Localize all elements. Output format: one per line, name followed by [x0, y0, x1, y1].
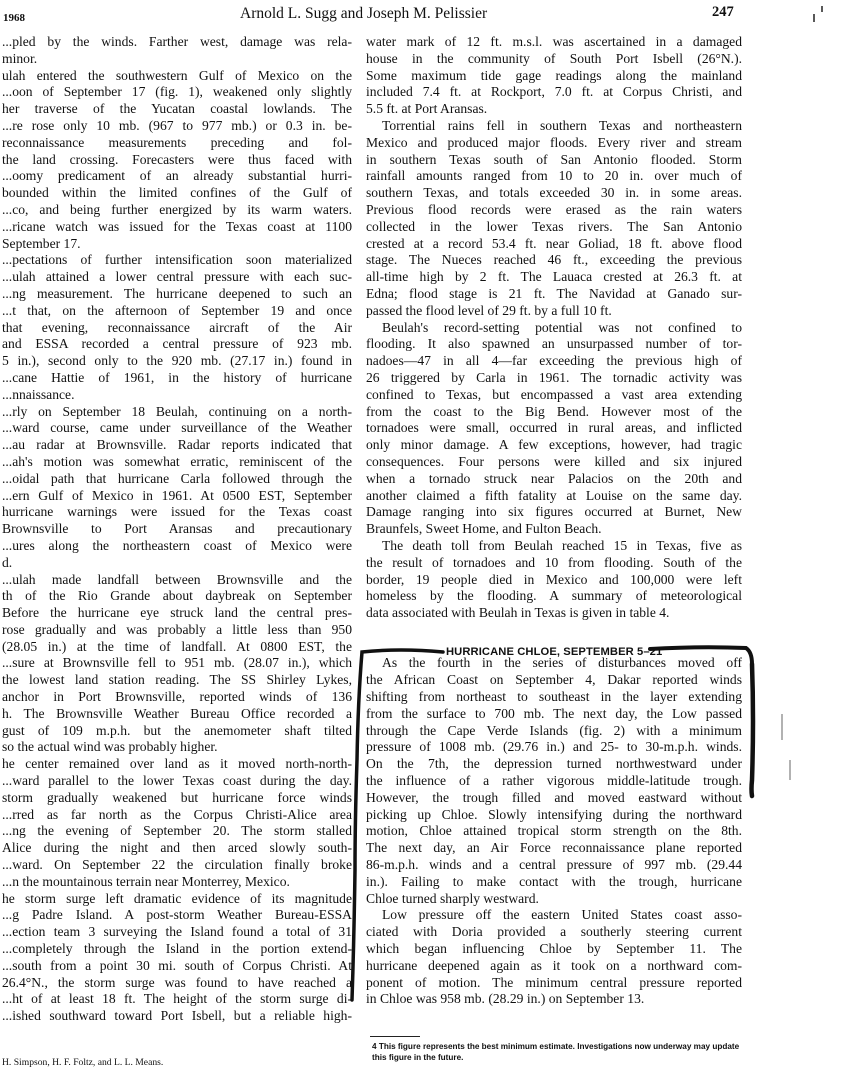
text-line: Beulah's record-setting potential was not confined to	[382, 319, 742, 335]
text-line: 26 triggered by Carla in 1961. The tornadic activity was	[366, 369, 742, 385]
text-line: the result of tornadoes and 10 from flooding. South of the	[366, 554, 742, 570]
text-line: anchor in Port Brownsville, reported winds of 136	[2, 689, 352, 705]
text-line: September 17.	[2, 235, 81, 251]
text-line: 86-m.p.h. winds and a central pressure of 997 mb. (29.44	[366, 857, 742, 873]
text-line: ...south from a point 30 mi. south of Corpus Christi. At	[2, 957, 352, 973]
text-line: data associated with Beulah in Texas is given in table 4.	[366, 605, 670, 621]
text-line: ...t that, on the afternoon of September 19 and once	[2, 302, 352, 318]
text-line: The next day, an Air Force reconnaissance plane reported	[366, 840, 742, 856]
text-line: Mexico and produced major floods. Every river and stream	[366, 134, 742, 150]
text-line: southern Texas, and totals exceeded 30 in. in some areas.	[366, 185, 742, 201]
text-line: storm gradually weakened but hurricane force winds	[2, 789, 352, 805]
text-line: ...ng measurement. The hurricane deepened to such an	[2, 285, 352, 301]
text-line: in Chloe was 958 mb. (28.29 in.) on September 13.	[366, 991, 645, 1007]
text-line: ...pectations of further intensification soon materialized	[2, 252, 352, 268]
text-line: that evening, reconnaissance aircraft of the Air	[2, 319, 352, 335]
page-header	[0, 3, 850, 25]
text-line: Before the hurricane eye struck land the central pres-	[2, 605, 352, 621]
text-line: ...ward parallel to the lower Texas coast during the day.	[2, 773, 352, 789]
text-line: minor.	[2, 50, 38, 66]
text-line: ...oomy predicament of an already substantial hurri-	[2, 168, 352, 184]
text-line: from the surface to 700 mb. The next day, the Low passed	[366, 705, 742, 721]
text-line: ...g Padre Island. A post-storm Weather Bureau-ESSA	[2, 907, 352, 923]
text-line: 26.4°N., the storm surge was found to have reached a	[2, 974, 352, 990]
text-line: Braunfels, Sweet Home, and Fulton Beach.	[366, 521, 602, 537]
text-line: Damage ranging into six figures occurred at Burnet, New	[366, 504, 742, 520]
text-line: consequences. Four persons were killed and six injured	[366, 453, 742, 469]
bracket-right-stroke	[752, 664, 754, 796]
text-line: 5.5 ft. at Port Aransas.	[366, 101, 488, 117]
text-line: On the 7th, the depression turned northwestward under	[366, 756, 742, 772]
text-line: gust of 109 m.p.h. but the anemometer shaft tilted	[2, 722, 352, 738]
text-line: he center remained over land as it moved north-north-	[2, 756, 352, 772]
text-line: hurricane deepened again as it took on a northward com-	[366, 957, 742, 973]
text-line: the African Coast on September 4, Dakar reported winds	[366, 672, 742, 688]
text-line: water mark of 12 ft. m.s.l. was ascertained in a damaged	[366, 34, 742, 49]
text-line: ...pled by the winds. Farther west, damage was rela-	[2, 34, 352, 49]
text-line: stage. The Nueces reached 46 ft., exceeding the previous	[366, 252, 742, 268]
text-line: border, 19 people died in Mexico and 100,000 were left	[366, 571, 742, 587]
text-line: ponent of motion. The minimum central pressure reported	[366, 974, 742, 990]
text-line: 5 in.), second only to the 920 mb. (27.17 in.) found in	[2, 353, 352, 369]
text-line: he storm surge left dramatic evidence of its magnitude	[2, 890, 352, 906]
text-line: tornadoes were small, occurred in rural areas, and inflicted	[366, 420, 742, 436]
text-line: d.	[2, 554, 13, 570]
text-line: flooding. It also spawned an unsurpassed number of tor-	[366, 336, 742, 352]
text-line: Some maximum tide gage readings along the mainland	[366, 67, 742, 83]
text-line: so the actual wind was probably higher.	[2, 739, 218, 755]
text-line: ...re rose only 10 mb. (967 to 977 mb.) or 0.3 in. be-	[2, 117, 352, 133]
text-line: homeless by the flooding. A summary of meteorological	[366, 588, 742, 604]
journal-year: 1968	[3, 12, 25, 24]
text-line: hurricane warnings were issued for the Texas coast	[2, 504, 352, 520]
section-heading: HURRICANE CHLOE, SEPTEMBER 5–21	[446, 646, 663, 658]
text-line: reconnaissance measurements preceding and fol-	[2, 134, 352, 150]
text-line: ...ah's motion was somewhat erratic, reminiscent of the	[2, 453, 352, 469]
text-line: house in the community of South Port Isbell (26°N.).	[366, 50, 742, 66]
text-line: ...rred as far north as the Corpus Christi-Alice area	[2, 806, 352, 822]
text-line: Chloe turned sharply westward.	[366, 890, 539, 906]
running-head-authors: Arnold L. Sugg and Joseph M. Pelissier	[240, 5, 488, 22]
text-line: Low pressure off the eastern United States coast asso-	[382, 907, 742, 923]
text-line: ...ures along the northeastern coast of Mexico were	[2, 537, 352, 553]
text-line: ...co, and being further energized by its warm waters.	[2, 201, 352, 217]
text-line: ...sure at Brownsville fell to 951 mb. (28.07 in.), which	[2, 655, 352, 671]
text-line: ...n the mountainous terrain near Monterrey, Mexico.	[2, 873, 290, 889]
text-line: rainfall amounts ranged from 10 to 20 in. over much of	[366, 168, 742, 184]
text-line: ...au radar at Brownsville. Radar reports indicated that	[2, 437, 352, 453]
text-line: h. The Brownsville Weather Bureau Office recorded a	[2, 705, 352, 721]
text-line: ...ward. On September 22 the circulation finally broke	[2, 857, 352, 873]
text-line: all-time high by 2 ft. The Lauaca crested at 26.3 ft. at	[366, 269, 742, 285]
text-line: her traverse of the Yucatan coastal lowlands. The	[2, 101, 352, 117]
text-line: and ESSA recorded a central pressure of 923 mb.	[2, 336, 352, 352]
text-line: rose gradually and was probably a little less than 950	[2, 621, 352, 637]
text-line: ...ward course, came under surveillance of the Weather	[2, 420, 352, 436]
footnote-right: 4 This figure represents the best minimum estimate. Investigations now underway may update this figure in the future.	[372, 1042, 740, 1062]
text-line: in southern Texas south of San Antonio flooded. Storm	[366, 151, 742, 167]
text-line: ...nnaissance.	[2, 386, 75, 402]
text-line: ciated with Doria provided a southerly steering current	[366, 924, 742, 940]
text-line: However, the trough filled and moved eastward without	[366, 789, 742, 805]
footnote-left: H. Simpson, H. F. Foltz, and L. L. Means.	[2, 1057, 164, 1068]
text-line: motion, Chloe attained tropical storm strength on the 8th.	[366, 823, 742, 839]
text-line: ...oon of September 17 (fig. 1), weakened only slightly	[2, 84, 352, 100]
text-line	[366, 622, 742, 639]
text-line: in.). Failing to make contact with the trough, hurricane	[366, 873, 742, 889]
text-line: ...ern Gulf of Mexico in 1961. At 0500 EST, September	[2, 487, 352, 503]
text-line: ...ished southward toward Port Isbell, but a reliable high-	[2, 1008, 352, 1024]
text-line: ...ection team 3 surveying the Island found a total of 31	[2, 924, 352, 940]
text-line: included 7.4 ft. at Rockport, 7.0 ft. at Corpus Christi, and	[366, 84, 742, 100]
text-line: ulah entered the southwestern Gulf of Mexico on the	[2, 67, 352, 83]
text-line: passed the flood level of 29 ft. by a full 10 ft.	[366, 302, 612, 318]
text-line: Edna; flood stage is 21 ft. The Navidad at Ganado sur-	[366, 285, 742, 301]
text-line: bounded within the limited confines of the Gulf of	[2, 185, 352, 201]
text-line: (28.05 in.) at the time of landfall. At 0800 EST, the	[2, 638, 352, 654]
margin-speck-right	[782, 714, 790, 780]
text-line: Alice during the night and then arced slowly south-	[2, 840, 352, 856]
text-line: ...rly on September 18 Beulah, continuing on a north-	[2, 403, 352, 419]
text-line: picking up Chloe. Slowly intensifying during the northward	[366, 806, 742, 822]
text-line: through the Cape Verde Islands (fig. 2) with a minimum	[366, 722, 742, 738]
right-text-column	[366, 34, 742, 1008]
text-line: from the coast to the Big Bend. However most of the	[366, 403, 742, 419]
text-line: the lowest land station reading. The SS Shirley Lykes,	[2, 672, 352, 688]
text-line: only minor damage. A few exceptions, however, had tragic	[366, 437, 742, 453]
text-line: Brownsville to Port Aransas and precautionary	[2, 521, 352, 537]
text-line: shifting from northeast to southeast in the layer extending	[366, 689, 742, 705]
text-line: ...ulah attained a lower central pressure with each suc-	[2, 269, 352, 285]
text-line: nadoes—47 in all 4—far exceeding the previous high of	[366, 353, 742, 369]
text-line: ...ng the evening of September 20. The storm stalled	[2, 823, 352, 839]
text-line: The death toll from Beulah reached 15 in Texas, five as	[382, 537, 742, 553]
text-line: ...cane Hattie of 1961, in the history of hurricane	[2, 369, 352, 385]
text-line: ...completely through the Island in the portion extend-	[2, 941, 352, 957]
text-line: confined to Texas, but encompassed a vast area extending	[366, 386, 742, 402]
text-line: Previous flood records were erased as the rain waters	[366, 201, 742, 217]
text-line: As the fourth in the series of disturbances moved off	[382, 655, 742, 671]
text-line: ...oidal path that hurricane Carla followed through the	[2, 470, 352, 486]
page-number: 247	[712, 4, 734, 20]
text-line: Torrential rains fell in southern Texas and northeastern	[382, 117, 742, 133]
text-line: the land crossing. Forecasters were thus faced with	[2, 151, 352, 167]
text-line: the influence of a rather vigorous middle-latitude trough.	[366, 773, 742, 789]
left-text-column	[2, 34, 352, 1025]
footnote-rule	[370, 1036, 420, 1037]
text-line: crested at a record 53.4 ft. near Goliad, 18 ft. above flood	[366, 235, 742, 251]
text-line: th of the Rio Grande about daybreak on September	[2, 588, 352, 604]
text-line: collected in the lower Texas rivers. The San Antonio	[366, 218, 742, 234]
text-line: when a tornado struck near Palacios on the 20th and	[366, 470, 742, 486]
text-line: ...ulah made landfall between Brownsville and the	[2, 571, 352, 587]
text-line: another claimed a fifth fatality at Louise on the same day.	[366, 487, 742, 503]
text-line: pressure of 1008 mb. (29.76 in.) and 25- to 30-m.p.h. winds.	[366, 739, 742, 755]
text-line: ...ricane watch was issued for the Texas coast at 1100	[2, 218, 352, 234]
text-line: which began influencing Chloe by September 11. The	[366, 941, 742, 957]
text-line: ...ht of at least 18 ft. The height of the storm surge di-	[2, 991, 352, 1007]
